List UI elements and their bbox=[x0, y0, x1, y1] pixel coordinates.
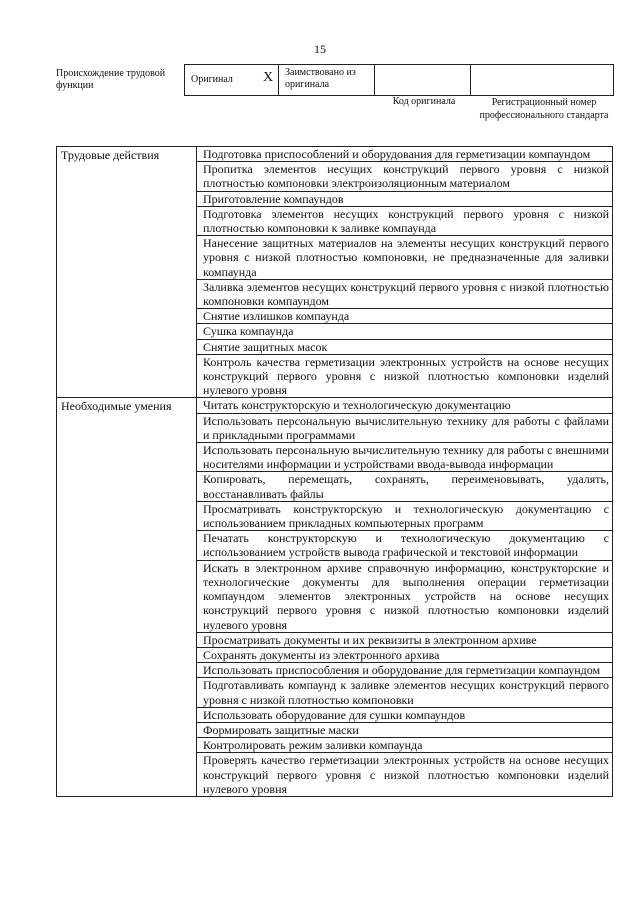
list-item: Контролировать режим заливки компаунда bbox=[197, 738, 612, 753]
list-item: Проверять качество герметизации электронных устройств на основе несущих конструкций первого уровня с низкой плотностью компоновки изделий нулевого уровня bbox=[203, 753, 609, 796]
list-item: Подготовка приспособлений и оборудования для герметизации компаундом bbox=[197, 147, 612, 162]
list-item: Подготавливать компаунд к заливке элементов несущих конструкций первого уровня с низкой плотностью компоновки bbox=[197, 678, 612, 707]
list-item: Снятие защитных масок bbox=[197, 340, 612, 355]
list-item: Печатать конструкторскую и технологическую документацию с использованием устройств вывода графической и текстовой информации bbox=[197, 531, 612, 560]
list-item: Читать конструкторскую и технологическую документацию bbox=[197, 398, 612, 413]
original-label: Оригинал bbox=[191, 74, 233, 85]
list-item: Просматривать конструкторскую и технологическую документацию с использованием прикладных компьютерных программ bbox=[197, 502, 612, 531]
list-item: Использовать приспособления и оборудование для герметизации компаундом bbox=[197, 663, 612, 678]
section-label: Трудовые действия bbox=[57, 147, 197, 398]
list-item: Пропитка элементов несущих конструкций первого уровня с низкой плотностью компоновки электроизоляционным материалом bbox=[197, 162, 612, 191]
borrowed-label: Заимствовано из оригинала bbox=[285, 67, 356, 90]
list-item: Формировать защитные маски bbox=[197, 723, 612, 738]
original-cell bbox=[184, 64, 279, 96]
section-row bbox=[57, 398, 613, 796]
list-item: Использовать оборудование для сушки компаундов bbox=[197, 708, 612, 723]
list-item: Снятие излишков компаунда bbox=[197, 309, 612, 324]
function-table bbox=[56, 146, 613, 797]
registration-number-cell bbox=[470, 64, 614, 96]
list-item: Копировать, перемещать, сохранять, переименовывать, удалять, восстанавливать файлы bbox=[197, 472, 612, 501]
list-item: Подготовка элементов несущих конструкций первого уровня с низкой плотностью компоновки к заливке компаунда bbox=[197, 207, 612, 236]
section-items bbox=[197, 398, 613, 796]
list-item: Сушка компаунда bbox=[197, 324, 612, 339]
original-mark: X bbox=[263, 70, 274, 85]
list-item: Использовать персональную вычислительную технику для работы с внешними носителями информации и устройствами ввода-вывода информации bbox=[197, 443, 612, 472]
registration-caption: Регистрационный номер профессионального стандарта bbox=[479, 97, 609, 121]
borrowed-cell bbox=[278, 64, 375, 96]
original-code-cell bbox=[374, 64, 471, 96]
origin-header bbox=[56, 64, 612, 94]
list-item: Искать в электронном архиве справочную информацию, конструкторские и технологические документы для выполнения операции герметизации компаундом элементов электронных устройств на основе несущих конструкций первого уровня с низкой плотностью компоновки изделий нулевого уровня bbox=[197, 561, 612, 633]
list-item: Приготовление компаундов bbox=[197, 192, 612, 207]
section-items bbox=[197, 147, 613, 398]
list-item: Использовать персональную вычислительную технику для работы с файлами и прикладными программами bbox=[197, 414, 612, 443]
list-item: Сохранять документы из электронного архива bbox=[197, 648, 612, 663]
page-number: 15 bbox=[314, 42, 326, 56]
list-item: Просматривать документы и их реквизиты в электронном архиве bbox=[197, 633, 612, 648]
section-label: Необходимые умения bbox=[57, 398, 197, 796]
list-item: Контроль качества герметизации электронных устройств на основе несущих конструкций первого уровня с низкой плотностью компоновки изделий нулевого уровня bbox=[203, 354, 609, 398]
list-item: Нанесение защитных материалов на элементы несущих конструкций первого уровня с низкой плотностью компоновки, не предназначенные для заливки компаунда bbox=[197, 236, 612, 280]
section-row bbox=[57, 147, 613, 398]
code-caption: Код оригинала bbox=[392, 96, 456, 107]
origin-label: Происхождение трудовой функции bbox=[56, 68, 166, 91]
list-item: Заливка элементов несущих конструкций первого уровня с низкой плотностью компоновки компаундом bbox=[197, 280, 612, 309]
